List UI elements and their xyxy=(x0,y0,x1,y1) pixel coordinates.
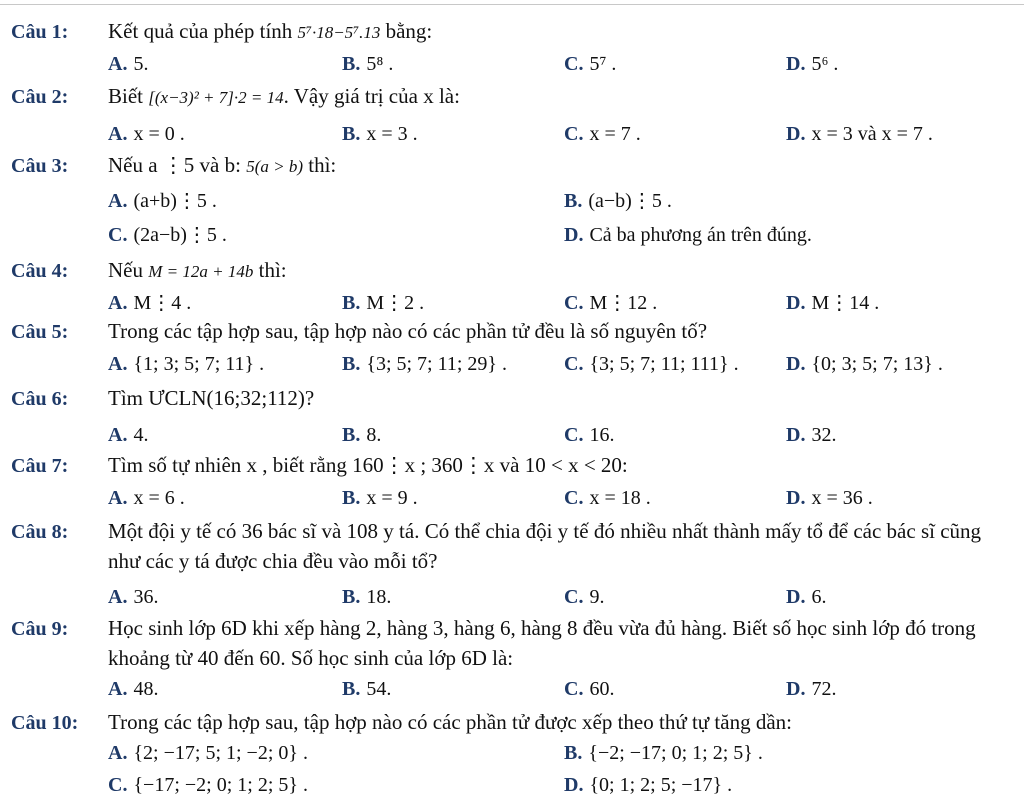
question-number: Câu 8: xyxy=(11,521,69,543)
option-d[interactable]: D. {0; 3; 5; 7; 13} . xyxy=(786,353,943,375)
page-top-rule xyxy=(0,4,1024,5)
option-a[interactable]: A. 5. xyxy=(108,53,149,75)
question-number: Câu 10: xyxy=(11,712,79,734)
question-text: Học sinh lớp 6D khi xếp hàng 2, hàng 3, hàng 6, hàng 8 đều vừa đủ hàng. Biết số học sinh lớp đó trong khoảng từ 40 đến 60. Số học sinh của lớp 6D là: xyxy=(108,616,976,670)
question-text: Trong các tập hợp sau, tập hợp nào có các phần tử được xếp theo thứ tự tăng dần: xyxy=(108,710,792,734)
question-text: Kết quả của phép tính 5⁷·18−5⁷.13 bằng: xyxy=(108,19,433,43)
question-number: Câu 3: xyxy=(11,155,69,177)
option-a[interactable]: A. 36. xyxy=(108,586,159,608)
question-number: Câu 9: xyxy=(11,618,69,640)
option-c[interactable]: C. 16. xyxy=(564,424,615,446)
option-b[interactable]: B. {−2; −17; 0; 1; 2; 5} . xyxy=(564,742,763,764)
option-d[interactable]: D. 6. xyxy=(786,586,827,608)
option-b[interactable]: B. x = 9 . xyxy=(342,487,418,509)
question-text: Biết [(x−3)² + 7]·2 = 14. Vậy giá trị của x là: xyxy=(108,84,460,108)
option-c[interactable]: C. M⋮12 . xyxy=(564,292,658,314)
option-d[interactable]: D. 32. xyxy=(786,424,837,446)
question-text: Nếu a ⋮5 và b: 5(a > b) thì: xyxy=(108,153,337,177)
option-d[interactable]: D. M⋮14 . xyxy=(786,292,880,314)
option-d[interactable]: D. 72. xyxy=(786,678,837,700)
question-number: Câu 1: xyxy=(11,21,69,43)
question-text: Một đội y tế có 36 bác sĩ và 108 y tá. Có thể chia đội y tế đó nhiều nhất thành mấy tổ để các bác sĩ cũng như các y tá được chia đều vào mỗi tổ? xyxy=(108,519,982,573)
option-a[interactable]: A. (a+b)⋮5 . xyxy=(108,190,217,212)
option-c[interactable]: C. {3; 5; 7; 11; 111} . xyxy=(564,353,739,375)
option-b[interactable]: B. {3; 5; 7; 11; 29} . xyxy=(342,353,508,375)
option-d[interactable]: D. x = 3 và x = 7 . xyxy=(786,123,933,145)
math-expression: 5⁷·18−5⁷.13 xyxy=(297,23,381,42)
option-b[interactable]: B. 8. xyxy=(342,424,382,446)
option-d[interactable]: D. Cả ba phương án trên đúng. xyxy=(564,224,812,246)
option-b[interactable]: B. M⋮2 . xyxy=(342,292,425,314)
option-c[interactable]: C. 5⁷ . xyxy=(564,53,617,75)
question-text: Tìm số tự nhiên x , biết rằng 160⋮x ; 360⋮x và 10 < x < 20: xyxy=(108,453,628,477)
option-c[interactable]: C. 9. xyxy=(564,586,605,608)
question-number: Câu 7: xyxy=(11,455,69,477)
question-number: Câu 6: xyxy=(11,388,69,410)
option-a[interactable]: A. {1; 3; 5; 7; 11} . xyxy=(108,353,265,375)
option-b[interactable]: B. 54. xyxy=(342,678,392,700)
option-a[interactable]: A. x = 0 . xyxy=(108,123,185,145)
option-c[interactable]: C. x = 18 . xyxy=(564,487,651,509)
question-text: Trong các tập hợp sau, tập hợp nào có các phần tử đều là số nguyên tố? xyxy=(108,319,708,343)
math-expression: 5(a > b) xyxy=(246,157,304,176)
option-b[interactable]: B. (a−b)⋮5 . xyxy=(564,190,672,212)
option-a[interactable]: A. M⋮4 . xyxy=(108,292,192,314)
question-number: Câu 2: xyxy=(11,86,69,108)
question-number: Câu 4: xyxy=(11,260,69,282)
option-d[interactable]: D. 5⁶ . xyxy=(786,53,839,75)
option-c[interactable]: C. x = 7 . xyxy=(564,123,641,145)
option-b[interactable]: B. 18. xyxy=(342,586,392,608)
math-expression: [(x−3)² + 7]·2 = 14 xyxy=(148,88,284,107)
option-a[interactable]: A. x = 6 . xyxy=(108,487,185,509)
option-d[interactable]: D. {0; 1; 2; 5; −17} . xyxy=(564,774,733,796)
math-expression: M = 12a + 14b xyxy=(148,262,254,281)
option-b[interactable]: B. 5⁸ . xyxy=(342,53,394,75)
option-a[interactable]: A. {2; −17; 5; 1; −2; 0} . xyxy=(108,742,308,764)
question-text: Tìm ƯCLN(16;32;112)? xyxy=(108,386,315,410)
question-text: Nếu M = 12a + 14b thì: xyxy=(108,258,287,282)
option-b[interactable]: B. x = 3 . xyxy=(342,123,418,145)
option-c[interactable]: C. (2a−b)⋮5 . xyxy=(108,224,227,246)
option-c[interactable]: C. {−17; −2; 0; 1; 2; 5} . xyxy=(108,774,308,796)
option-a[interactable]: A. 4. xyxy=(108,424,149,446)
question-number: Câu 5: xyxy=(11,321,69,343)
option-c[interactable]: C. 60. xyxy=(564,678,615,700)
option-d[interactable]: D. x = 36 . xyxy=(786,487,873,509)
option-a[interactable]: A. 48. xyxy=(108,678,159,700)
